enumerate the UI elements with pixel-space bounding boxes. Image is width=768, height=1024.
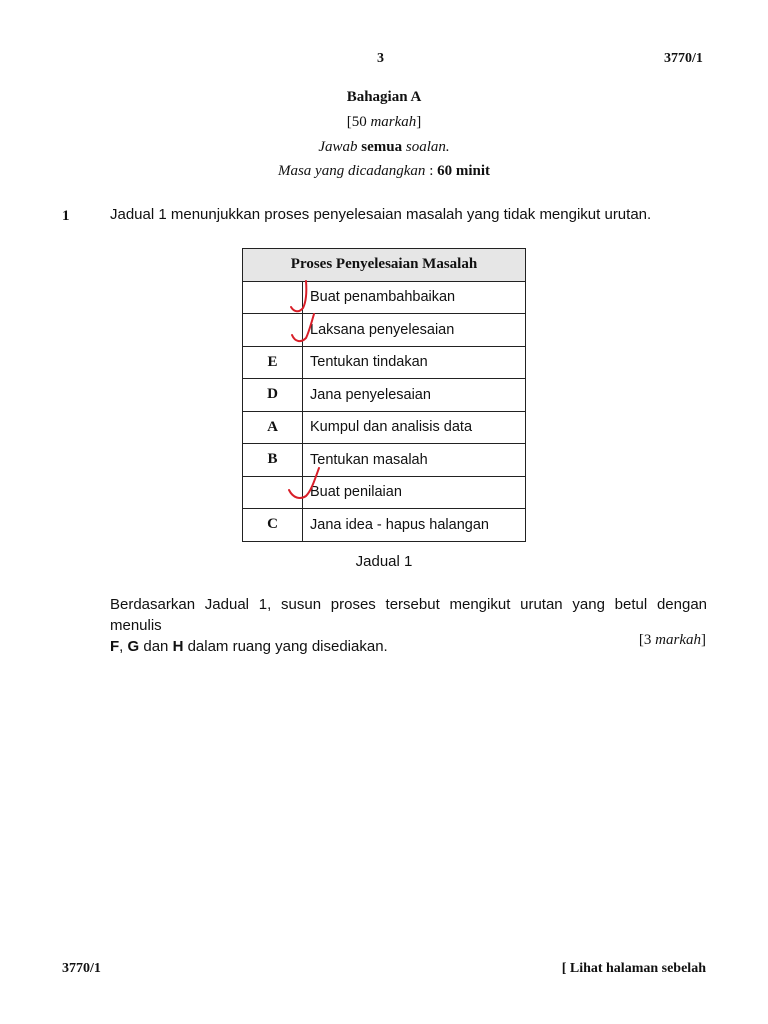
table-caption: Jadual 1 [355,553,413,570]
instruction-end-text: dalam ruang yang disediakan. [183,638,388,655]
word-dan: dan [139,638,173,655]
question-marks [639,632,706,649]
process-step: Jana idea - hapus halangan [303,509,526,542]
question-marks-close: ] [701,632,706,648]
step-letter: E [243,346,303,379]
table-header: Proses Penyelesaian Masalah [243,249,526,282]
table-row [243,346,526,379]
time-value: 60 minit [437,163,491,179]
table-row [243,476,526,509]
step-letter: B [243,444,303,477]
section-marks-open: [50 [346,114,371,130]
step-letter: C [243,509,303,542]
process-step: Kumpul dan analisis data [303,411,526,444]
next-page-note: [ Lihat halaman sebelah [561,961,706,976]
process-step: Jana penyelesaian [303,379,526,412]
time-label: Masa yang dicadangkan [277,163,426,179]
process-step: Tentukan tindakan [303,346,526,379]
page-number: 3 [377,51,384,66]
answer-instruction [110,594,707,657]
letter-G: G [127,638,140,655]
table-row [243,444,526,477]
table-row [243,379,526,412]
question-marks-word: markah [655,632,701,648]
paper-code-footer: 3770/1 [62,961,101,976]
process-step: Tentukan masalah [303,444,526,477]
answer-cell[interactable] [243,281,303,314]
comma: , [119,638,128,655]
process-step: Laksana penyelesaian [303,314,526,347]
question-number: 1 [62,208,70,224]
section-marks [0,114,768,131]
question-marks-open: [3 [638,632,656,648]
instruction-italic: Jawab [318,139,358,155]
step-letter: A [243,411,303,444]
table-header-row [243,249,526,282]
table-row [243,314,526,347]
answer-instruction-line1: Berdasarkan Jadual 1, susun proses tersebut mengikut urutan yang betul dengan menulis [110,596,707,634]
paper-code-header: 3770/1 [664,51,703,66]
answer-cell[interactable] [243,476,303,509]
table-row [243,281,526,314]
letter-F: F [110,638,120,655]
step-letter: D [243,379,303,412]
section-instruction [0,139,768,156]
process-step: Buat penilaian [303,476,526,509]
section-marks-word: markah [370,114,417,130]
section-title: Bahagian A [346,89,422,105]
answer-instruction-line2 [110,638,388,655]
process-table [242,248,526,542]
table-row [243,411,526,444]
question-stem: Jadual 1 menunjukkan proses penyelesaian masalah yang tidak mengikut urutan. [110,206,652,223]
section-marks-close: ] [416,114,422,130]
suggested-time [0,163,768,180]
process-step: Buat penambahbaikan [303,281,526,314]
time-separator: : [425,163,438,179]
table-row [243,509,526,542]
instruction-bold: semua [361,139,403,155]
letter-H: H [172,638,184,655]
instruction-end: soalan. [405,139,450,155]
answer-cell[interactable] [243,314,303,347]
